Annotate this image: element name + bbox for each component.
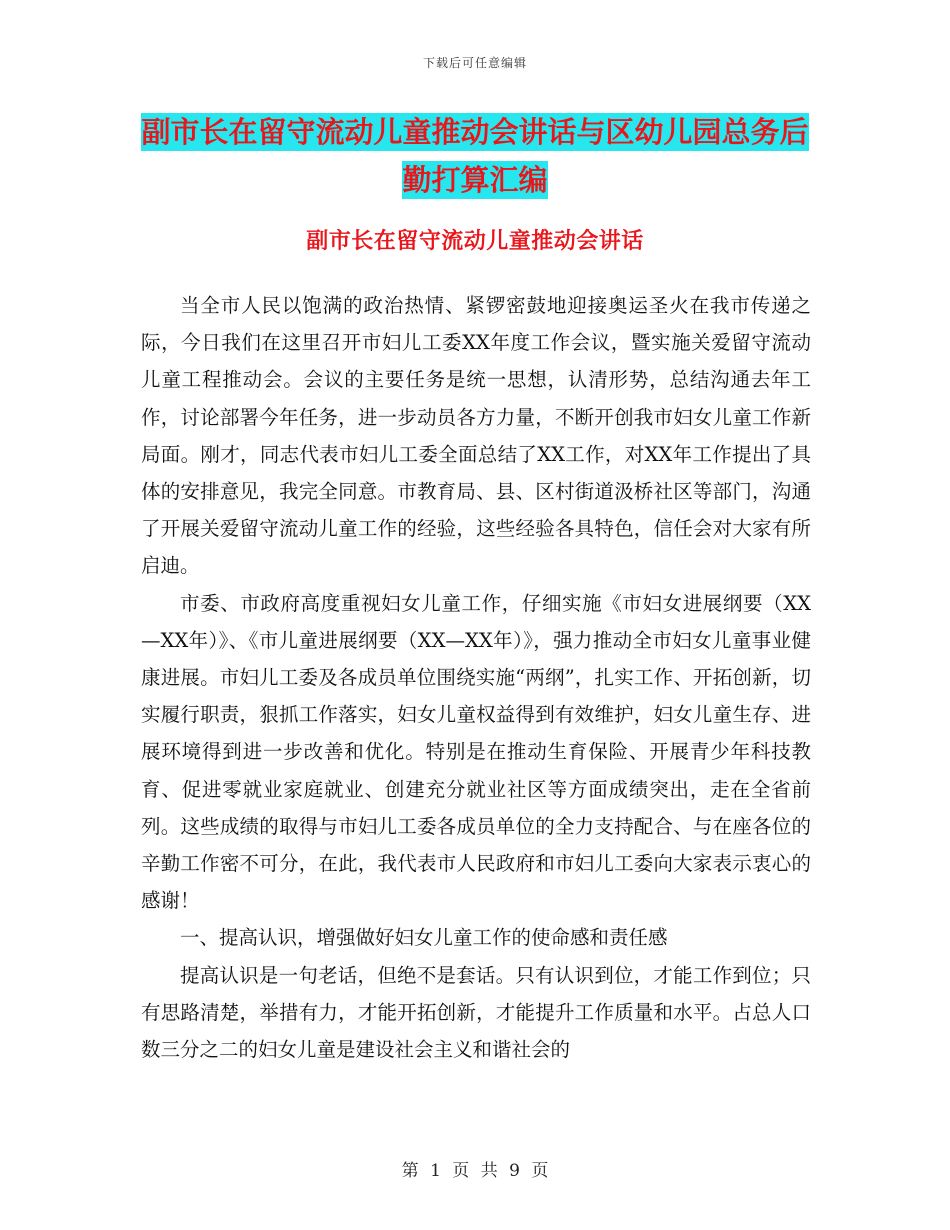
document-body (141, 287, 811, 1068)
section-title: 副市长在留守流动儿童推动会讲话 (306, 229, 644, 254)
title-line-1: 副市长在留守流动儿童推动会讲话与区幼儿园总务后 (141, 115, 809, 149)
paragraph: 提高认识是一句老话，但绝不是套话。只有认识到位，才能工作到位；只有思路清楚，举措有力，才能开拓创新，才能提升工作质量和水平。占总人口数三分之二的妇女儿童是建设社会主义和谐社会的 (141, 963, 811, 1062)
title-line-2: 勤打算汇编 (402, 163, 548, 197)
section-heading: 一、提高认识，增强做好妇女儿童工作的使命感和责任感 (180, 926, 668, 950)
paragraph: 市委、市政府高度重视妇女儿童工作，仔细实施《市妇女进展纲要（XX—XX年）》、《市儿童进展纲要（XX—XX年）》，强力推动全市妇女儿童事业健康进展。市妇儿工委及各成员单位围绕实施“两纲”，扎实工作、开拓创新，切实履行职责，狠抓工作落实，妇女儿童权益得到有效维护，妇女儿童生存、进展环境得到进一步改善和优化。特别是在推动生育保险、开展青少年科技教育、促进零就业家庭就业、创建充分就业社区等方面成绩突出，走在全省前列。这些成绩的取得与市妇儿工委各成员单位的全力支持配合、与在座各位的辛勤工作密不可分，在此，我代表市人民政府和市妇儿工委向大家表示衷心的感谢！ (141, 591, 811, 913)
document-title (140, 108, 810, 204)
page-footer: 第 1 页 共 9 页 (401, 1161, 549, 1181)
paragraph: 当全市人民以饱满的政治热情、紧锣密鼓地迎接奥运圣火在我市传递之际，今日我们在这里召开市妇儿工委XX年度工作会议，暨实施关爱留守流动儿童工程推动会。会议的主要任务是统一思想，认清形势，总结沟通去年工作，讨论部署今年任务，进一步动员各方力量，不断开创我市妇女儿童工作新局面。刚才，同志代表市妇儿工委全面总结了XX工作，对XX年工作提出了具体的安排意见，我完全同意。市教育局、县、区村街道汲桥社区等部门，沟通了开展关爱留守流动儿童工作的经验，这些经验各具特色，信任会对大家有所启迪。 (141, 294, 811, 578)
header-note: 下载后可任意编辑 (422, 56, 527, 70)
